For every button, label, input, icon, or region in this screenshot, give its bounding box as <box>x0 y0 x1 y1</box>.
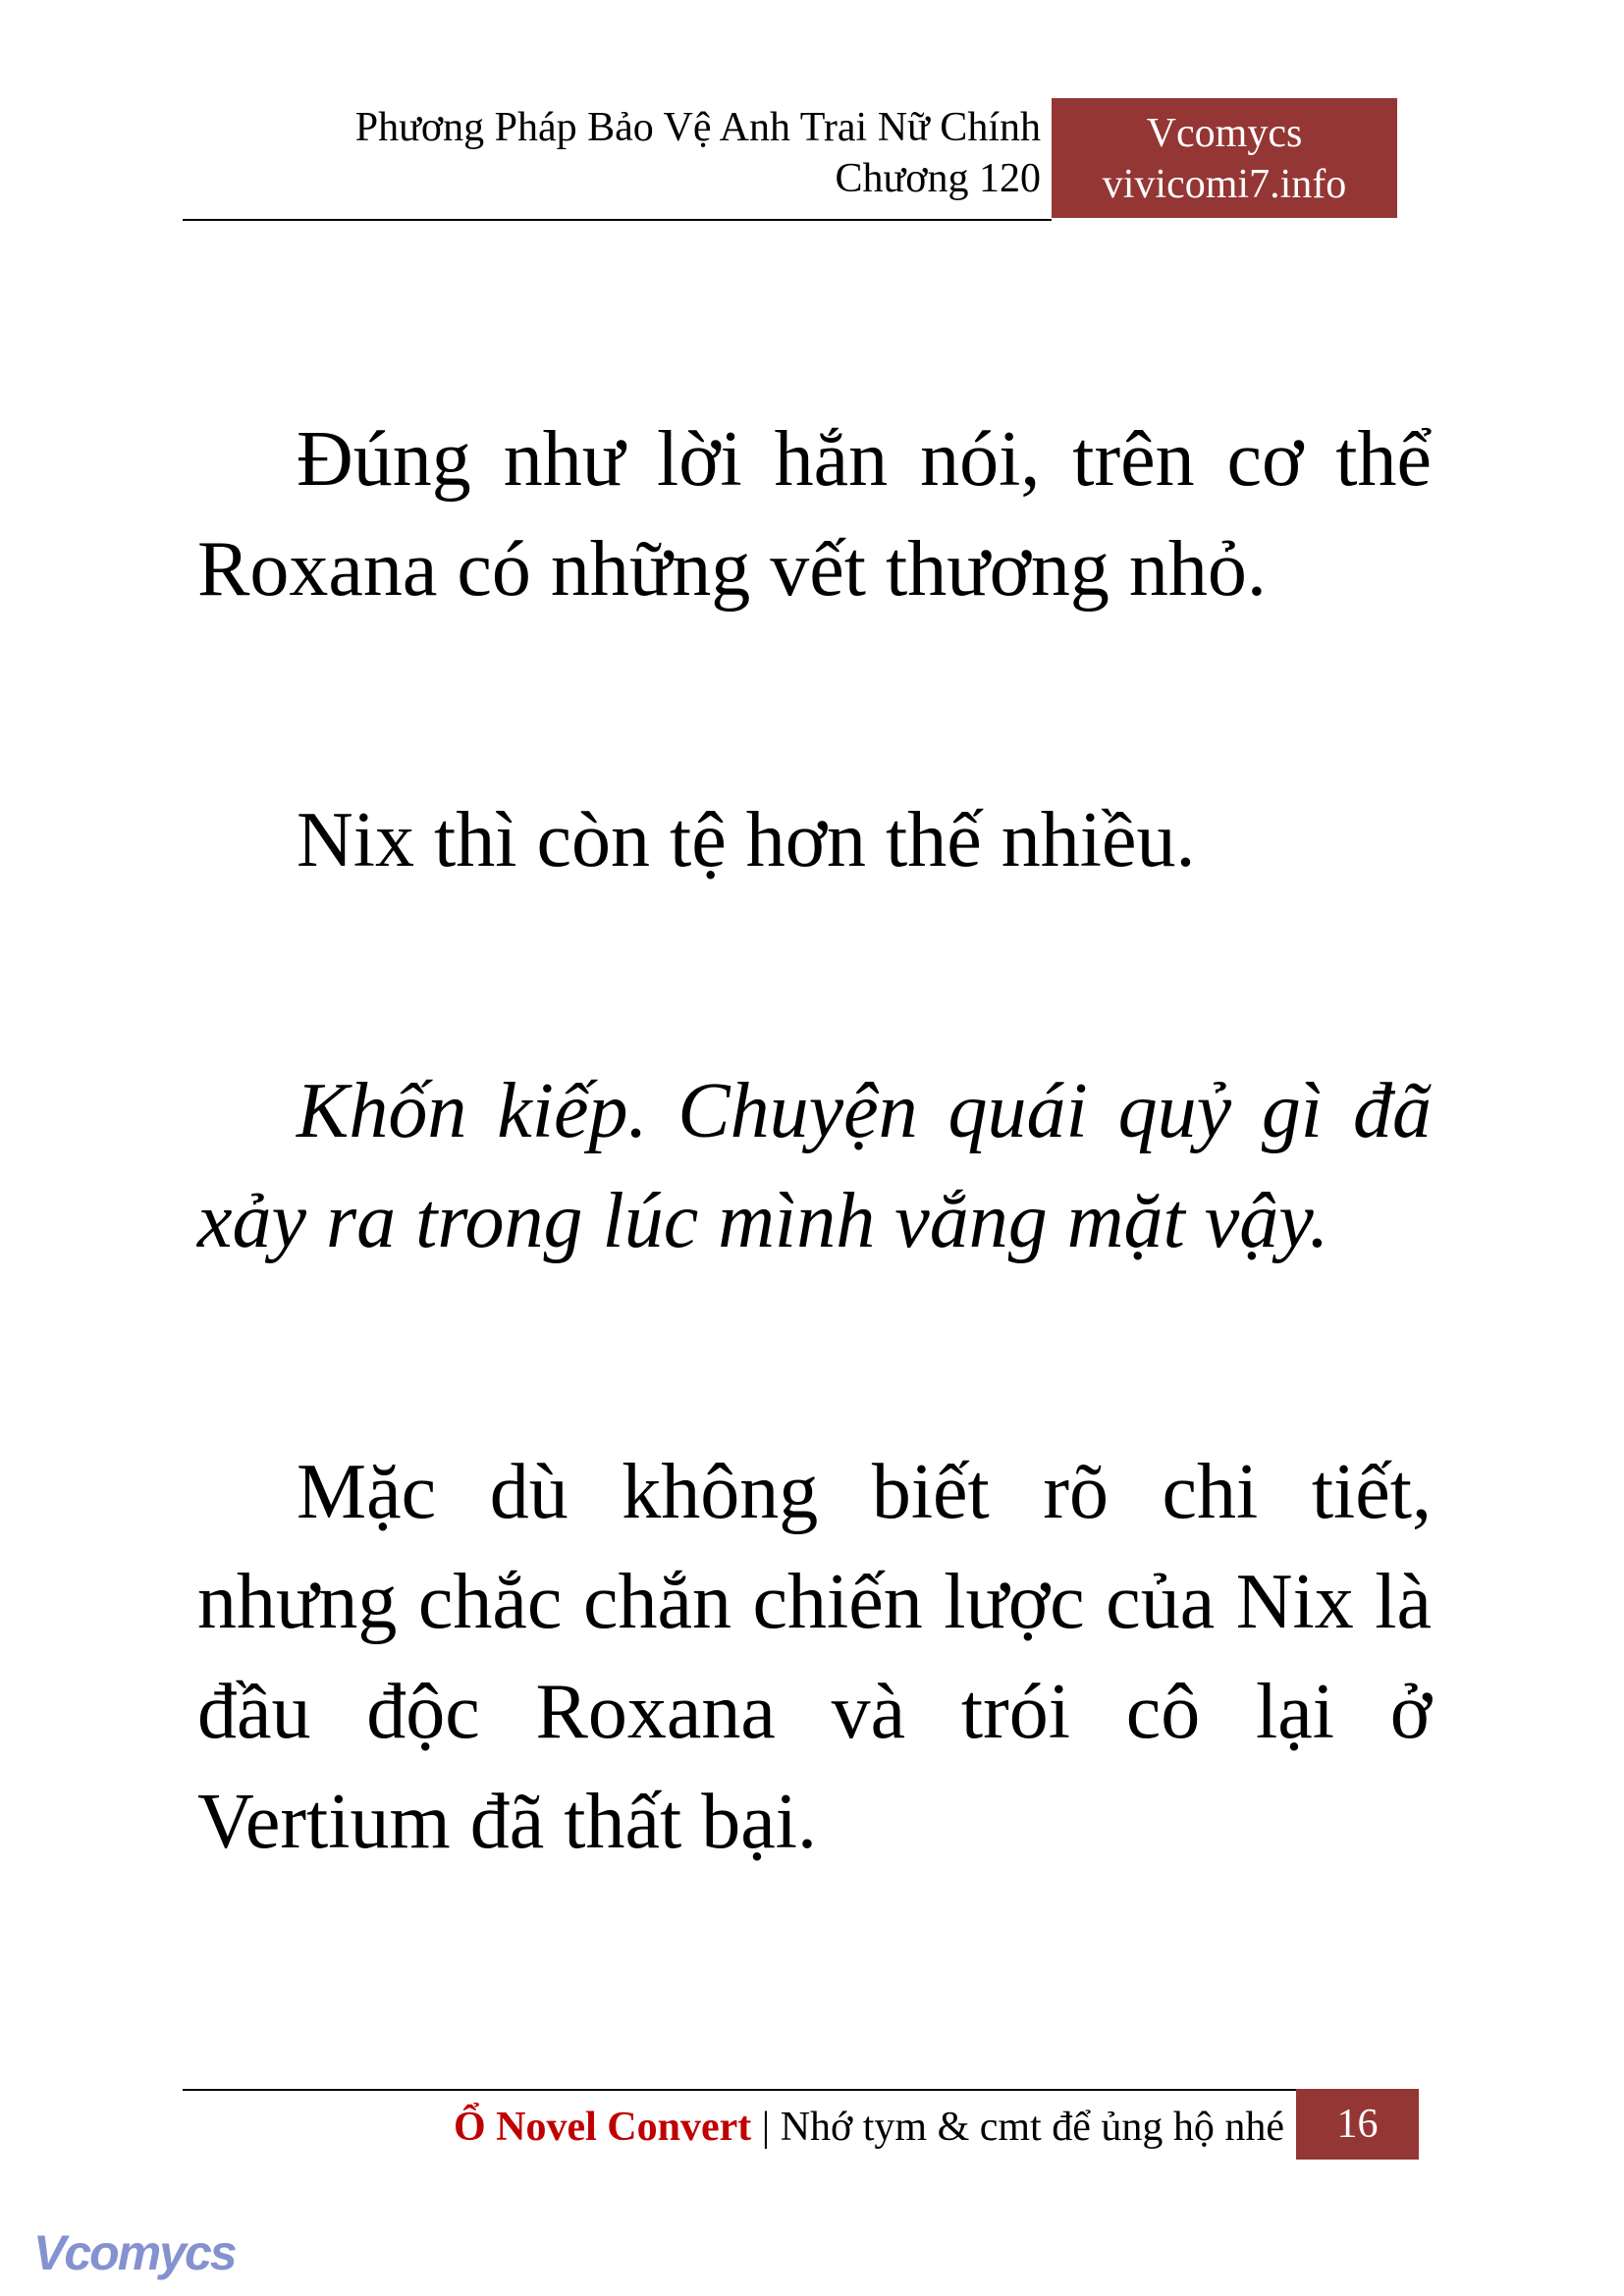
paragraph: Nix thì còn tệ hơn thế nhiều. <box>297 797 1196 883</box>
watermark-text: Vcomycs <box>33 2225 236 2280</box>
header-divider <box>183 219 1052 221</box>
book-title: Phương Pháp Bảo Vệ Anh Trai Nữ Chính <box>354 105 1041 150</box>
chapter-body <box>197 404 1432 1877</box>
footer-message: Nhớ tym & cmt để ủng hộ nhé <box>780 2105 1284 2150</box>
footer-separator: | <box>761 2105 771 2150</box>
site-brand: Vcomycs <box>1146 111 1303 156</box>
paragraph: Mặc dù không biết rõ chi tiết, nhưng chắc chắn chiến lược của Nix là đầu độc Roxana và trói cô lại ở Vertium đã thất bại. <box>197 1449 1432 1865</box>
footer-brand: Ổ Novel Convert <box>453 2105 752 2150</box>
footer-line <box>183 2102 1284 2153</box>
vcomycs-watermark-logo <box>29 2218 255 2287</box>
paragraph: Đúng như lời hắn nói, trên cơ thể Roxana có những vết thương nhỏ. <box>197 416 1432 613</box>
page-number: 16 <box>1296 2089 1419 2160</box>
site-badge <box>1052 98 1397 218</box>
site-url: vivicomi7.info <box>1102 162 1347 207</box>
footer-divider <box>183 2089 1296 2091</box>
paragraph-inner-thought: Khốn kiếp. Chuyện quái quỷ gì đã xảy ra trong lúc mình vắng mặt vậy. <box>197 1068 1432 1264</box>
chapter-label: Chương 120 <box>835 156 1041 201</box>
running-header <box>183 102 1041 204</box>
